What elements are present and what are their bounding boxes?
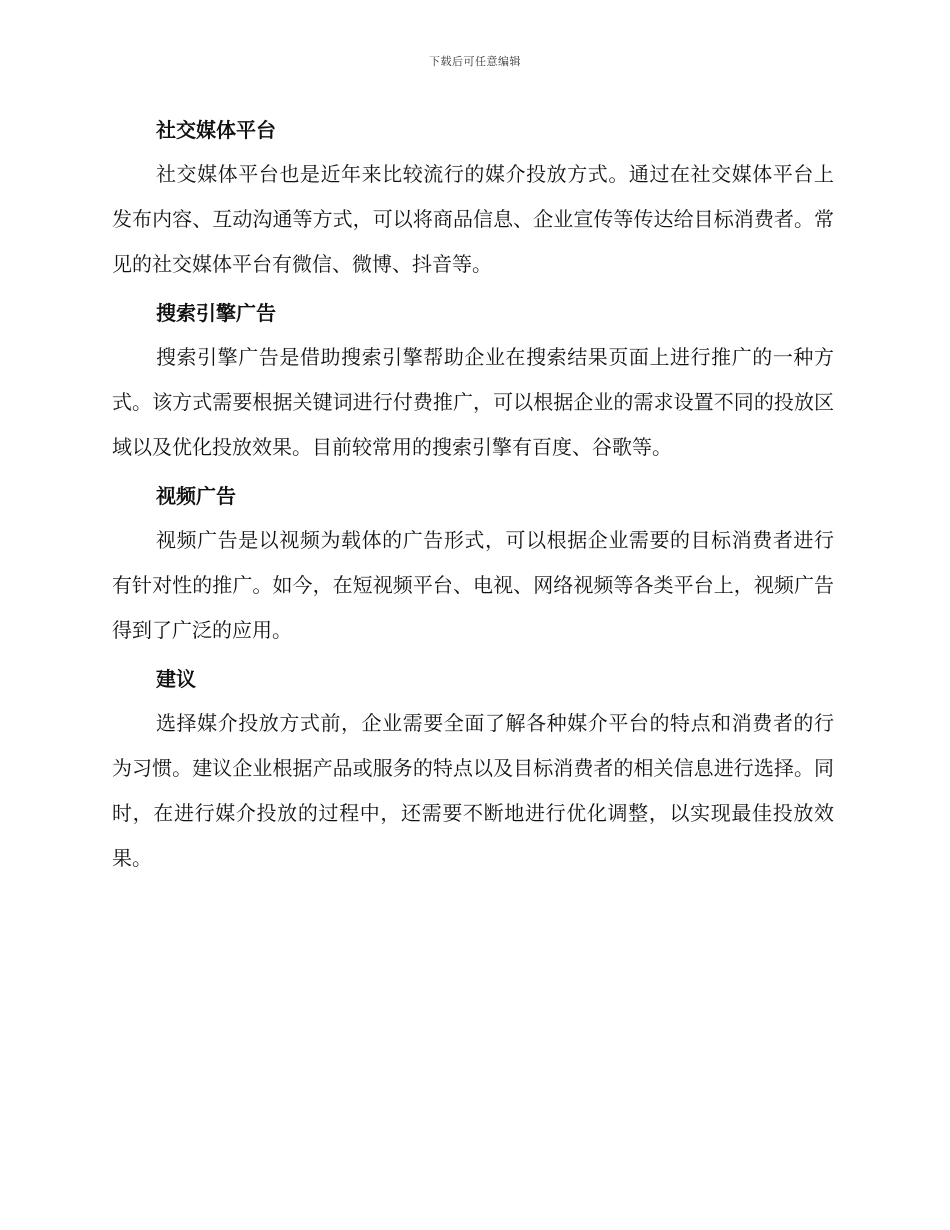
section-heading: 社交媒体平台 [156, 118, 276, 142]
section-paragraph: 搜索引擎广告是借助搜索引擎帮助企业在搜索结果页面上进行推广的一种方式。该方式需要根据关键词进行付费推广，可以根据企业的需求设置不同的投放区域以及优化投放效果。目前较常用的搜索引擎有百度、谷歌等。 [112, 345, 834, 459]
page-header: 下载后可任意编辑 [429, 55, 521, 68]
section-heading: 建议 [156, 667, 196, 691]
section-heading: 视频广告 [156, 484, 236, 508]
document-body [112, 108, 834, 885]
section-suggestions [112, 657, 834, 881]
section-paragraph: 选择媒介投放方式前，企业需要全面了解各种媒介平台的特点和消费者的行为习惯。建议企业根据产品或服务的特点以及目标消费者的相关信息进行选择。同时，在进行媒介投放的过程中，还需要不断地进行优化调整，以实现最佳投放效果。 [112, 711, 834, 870]
section-paragraph: 社交媒体平台也是近年来比较流行的媒介投放方式。通过在社交媒体平台上发布内容、互动沟通等方式，可以将商品信息、企业宣传等传达给目标消费者。常见的社交媒体平台有微信、微博、抖音等。 [112, 162, 834, 276]
section-social-media [112, 108, 834, 287]
section-heading: 搜索引擎广告 [156, 301, 276, 325]
section-search-ads [112, 291, 834, 470]
section-video-ads [112, 474, 834, 653]
section-paragraph: 视频广告是以视频为载体的广告形式，可以根据企业需要的目标消费者进行有针对性的推广。如今，在短视频平台、电视、网络视频等各类平台上，视频广告得到了广泛的应用。 [112, 528, 834, 642]
